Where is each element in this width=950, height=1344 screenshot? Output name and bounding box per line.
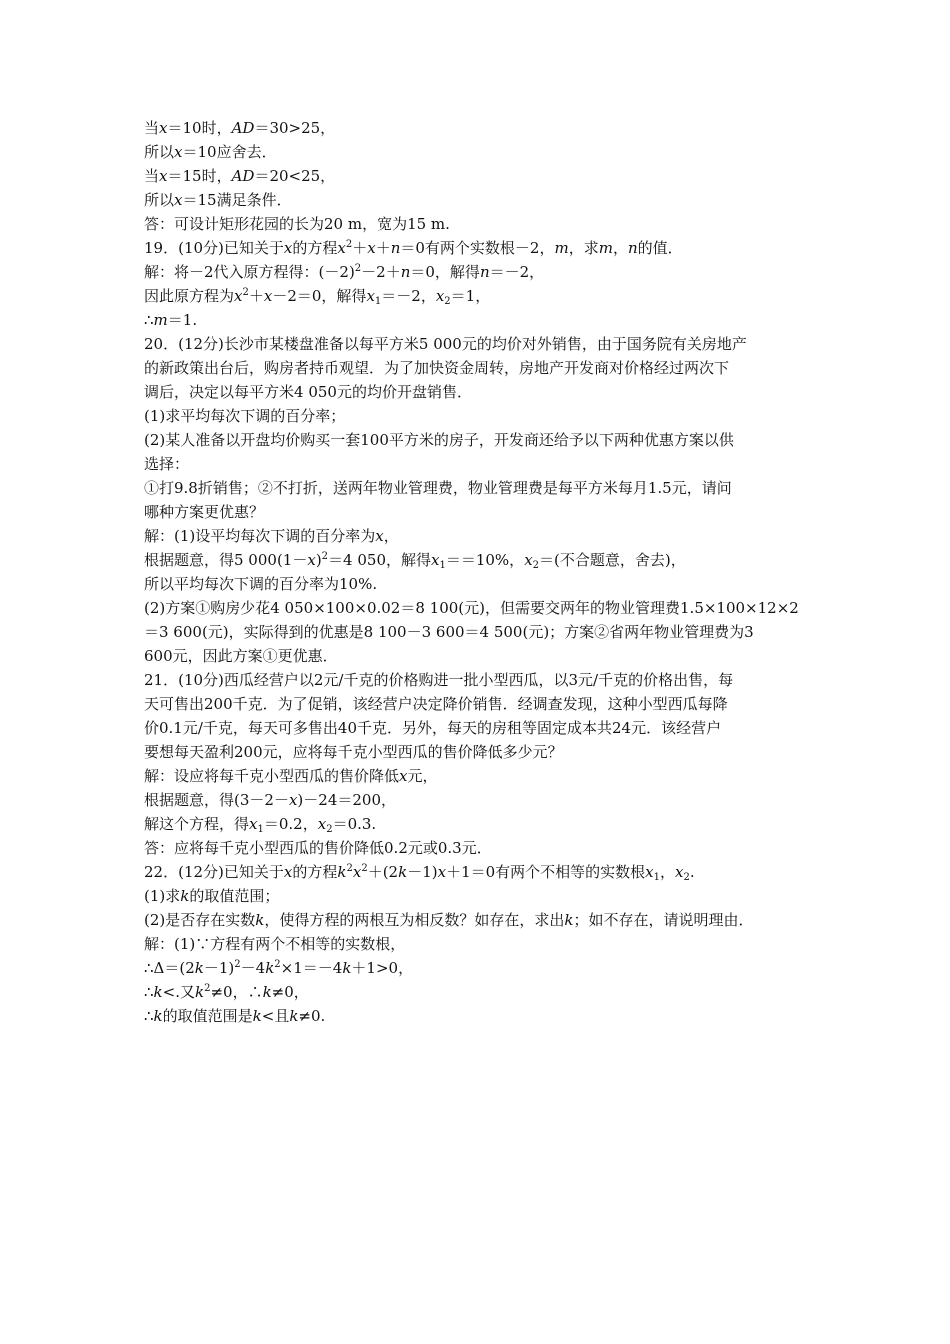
text-line: (1)求k的取值范围； — [144, 887, 280, 905]
text-line: ∴k的取值范围是k<且k≠0. — [144, 1007, 326, 1025]
text-line: 根据题意，得(3－2－x)－24＝200， — [144, 791, 396, 809]
text-line: 的新政策出台后，购房者持币观望．为了加快资金周转，房地产开发商对价格经过两次下 — [144, 359, 730, 377]
text-line: 调后，决定以每平方米4 050元的均价开盘销售． — [144, 383, 472, 401]
document-body — [144, 116, 816, 1028]
text-line: 解：将－2代入原方程得：$(-2)^2-2+n=0$，解得n＝－2， — [144, 263, 545, 281]
text-line: 根据题意，得5 $000(1-x)^2=4$ 050，解得$x_1==10\%$，$x_2=$(不合题意，舍去)， — [144, 551, 686, 571]
text-line: 解：(1)∵方程有两个不相等的实数根， — [144, 935, 406, 953]
text-line: 当x＝15时，AD＝20<25， — [144, 167, 336, 185]
text-line: (2)是否存在实数k，使得方程的两根互为相反数？如存在，求出k；如不存在，请说明理由． — [144, 911, 754, 929]
text-line: 因此原方程为$x^2+x-2=0$，解得$x_1=-2$，$x_2=1$， — [144, 287, 491, 307]
text-line: ∴k<.又$k^2\ne 0$，∴k≠0， — [144, 983, 309, 1001]
text-line: 哪种方案更优惠？ — [144, 503, 265, 521]
text-line: 当x＝10时，AD＝30>25， — [144, 119, 336, 137]
text-line: (1)求平均每次下调的百分率； — [144, 407, 346, 425]
text-line: 解这个方程，得$x_1=0.2$，$x_2=0.3$. — [144, 815, 377, 835]
text-line: ①打9.8折销售；②不打折，送两年物业管理费，物业管理费是每平方米每月1.5元，请问 — [144, 479, 732, 497]
text-line: 600元，因此方案①更优惠． — [144, 647, 338, 665]
text-line: 要想每天盈利200元，应将每千克小型西瓜的售价降低多少元？ — [144, 743, 563, 761]
problem-20-statement: 20．(12分)长沙市某楼盘准备以每平方米5 000元的均价对外销售，由于国务院有关房地产 — [144, 335, 747, 353]
problem-19-statement: 19．(10分)已知关于x的方程$x^2+x+n=0$有两个实数根－2，m，求m，n的值． — [144, 239, 683, 257]
answer-line: 答：应将每千克小型西瓜的售价降低0.2元或0.3元． — [144, 839, 492, 857]
text-line: ＝3 600(元)，实际得到的优惠是8 100－3 600＝4 500(元)；方案②省两年物业管理费为3 — [144, 623, 754, 641]
text-line: 价0.1元/千克，每天可多售出40千克．另外，每天的房租等固定成本共24元．该经营户 — [144, 719, 722, 737]
text-line: (2)方案①购房少花4 050×100×0.02＝8 100(元)，但需要交两年的物业管理费1.5×100×12×2 — [144, 599, 799, 617]
text-line: 选择： — [144, 455, 190, 473]
problem-21-statement: 21．(10分)西瓜经营户以2元/千克的价格购进一批小型西瓜，以3元/千克的价格出售，每 — [144, 671, 734, 689]
answer-line: 答：可设计矩形花园的长为20 m，宽为15 m. — [144, 215, 450, 233]
text-line: (2)某人准备以开盘均价购买一套100平方米的房子，开发商还给予以下两种优惠方案以供 — [144, 431, 734, 449]
text-line: ∴m＝1. — [144, 311, 198, 329]
problem-22-statement: 22．(12分)已知关于x的方程$k^2x^2+(2k-1)x+1=0$有两个不相等的实数根$x_1$，$x_2$. — [144, 863, 695, 883]
text-line: 天可售出200千克．为了促销，该经营户决定降价销售．经调查发现，这种小型西瓜每降 — [144, 695, 728, 713]
text-line: 所以x＝15满足条件． — [144, 191, 292, 209]
text-line: 解：设应将每千克小型西瓜的售价降低x元， — [144, 767, 438, 785]
text-line: 解：(1)设平均每次下调的百分率为x， — [144, 527, 399, 545]
text-line: 所以x＝10应舍去． — [144, 143, 277, 161]
text-line: $\therefore\Delta=(2k-1)^2-4k^2\times 1=-4k+1>0$， — [144, 959, 414, 977]
text-line: 所以平均每次下调的百分率为10%. — [144, 575, 378, 593]
